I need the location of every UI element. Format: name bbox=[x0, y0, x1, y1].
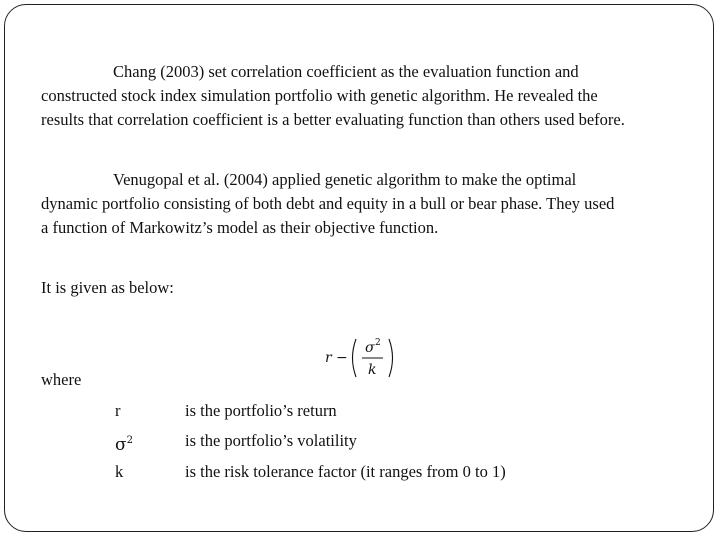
definition-text: is the portfolio’s volatility bbox=[185, 431, 357, 450]
left-paren bbox=[353, 339, 357, 377]
paragraph-line: Chang (2003) set correlation coefficient as the evaluation function and bbox=[113, 62, 579, 81]
right-paren bbox=[389, 339, 393, 377]
definition-symbol: k bbox=[115, 462, 124, 481]
formula-minus: − bbox=[336, 350, 348, 366]
where-label: where bbox=[41, 370, 82, 389]
definition-symbol: r bbox=[115, 401, 121, 420]
paragraph-line: results that correlation coefficient is a better evaluating function than others used before. bbox=[41, 110, 625, 129]
paragraph-line: dynamic portfolio consisting of both debt and equity in a bull or bear phase. They used bbox=[41, 194, 615, 213]
given-text: It is given as below: bbox=[41, 278, 174, 297]
formula-r: r bbox=[325, 350, 332, 366]
paragraph-venugopal bbox=[41, 168, 691, 240]
definition-text: is the risk tolerance factor (it ranges from 0 to 1) bbox=[185, 462, 506, 481]
paragraph-line: a function of Markowitz’s model as their objective function. bbox=[41, 218, 439, 237]
paragraph-line: constructed stock index simulation portfolio with genetic algorithm. He revealed the bbox=[41, 86, 598, 105]
formula-exponent: 2 bbox=[375, 338, 381, 348]
definition-symbol bbox=[115, 428, 133, 458]
definition-text: is the portfolio’s return bbox=[185, 401, 337, 420]
sigma-exponent: 2 bbox=[126, 435, 133, 446]
formula-sigma: σ bbox=[365, 340, 375, 356]
slide-frame bbox=[4, 4, 714, 532]
objective-formula bbox=[323, 333, 403, 383]
formula-k: k bbox=[368, 362, 377, 378]
paragraph-line: Venugopal et al. (2004) applied genetic algorithm to make the optimal bbox=[113, 170, 577, 189]
paragraph-chang bbox=[41, 60, 691, 132]
sigma-glyph: σ bbox=[115, 435, 127, 455]
formula-graphic bbox=[323, 333, 403, 383]
